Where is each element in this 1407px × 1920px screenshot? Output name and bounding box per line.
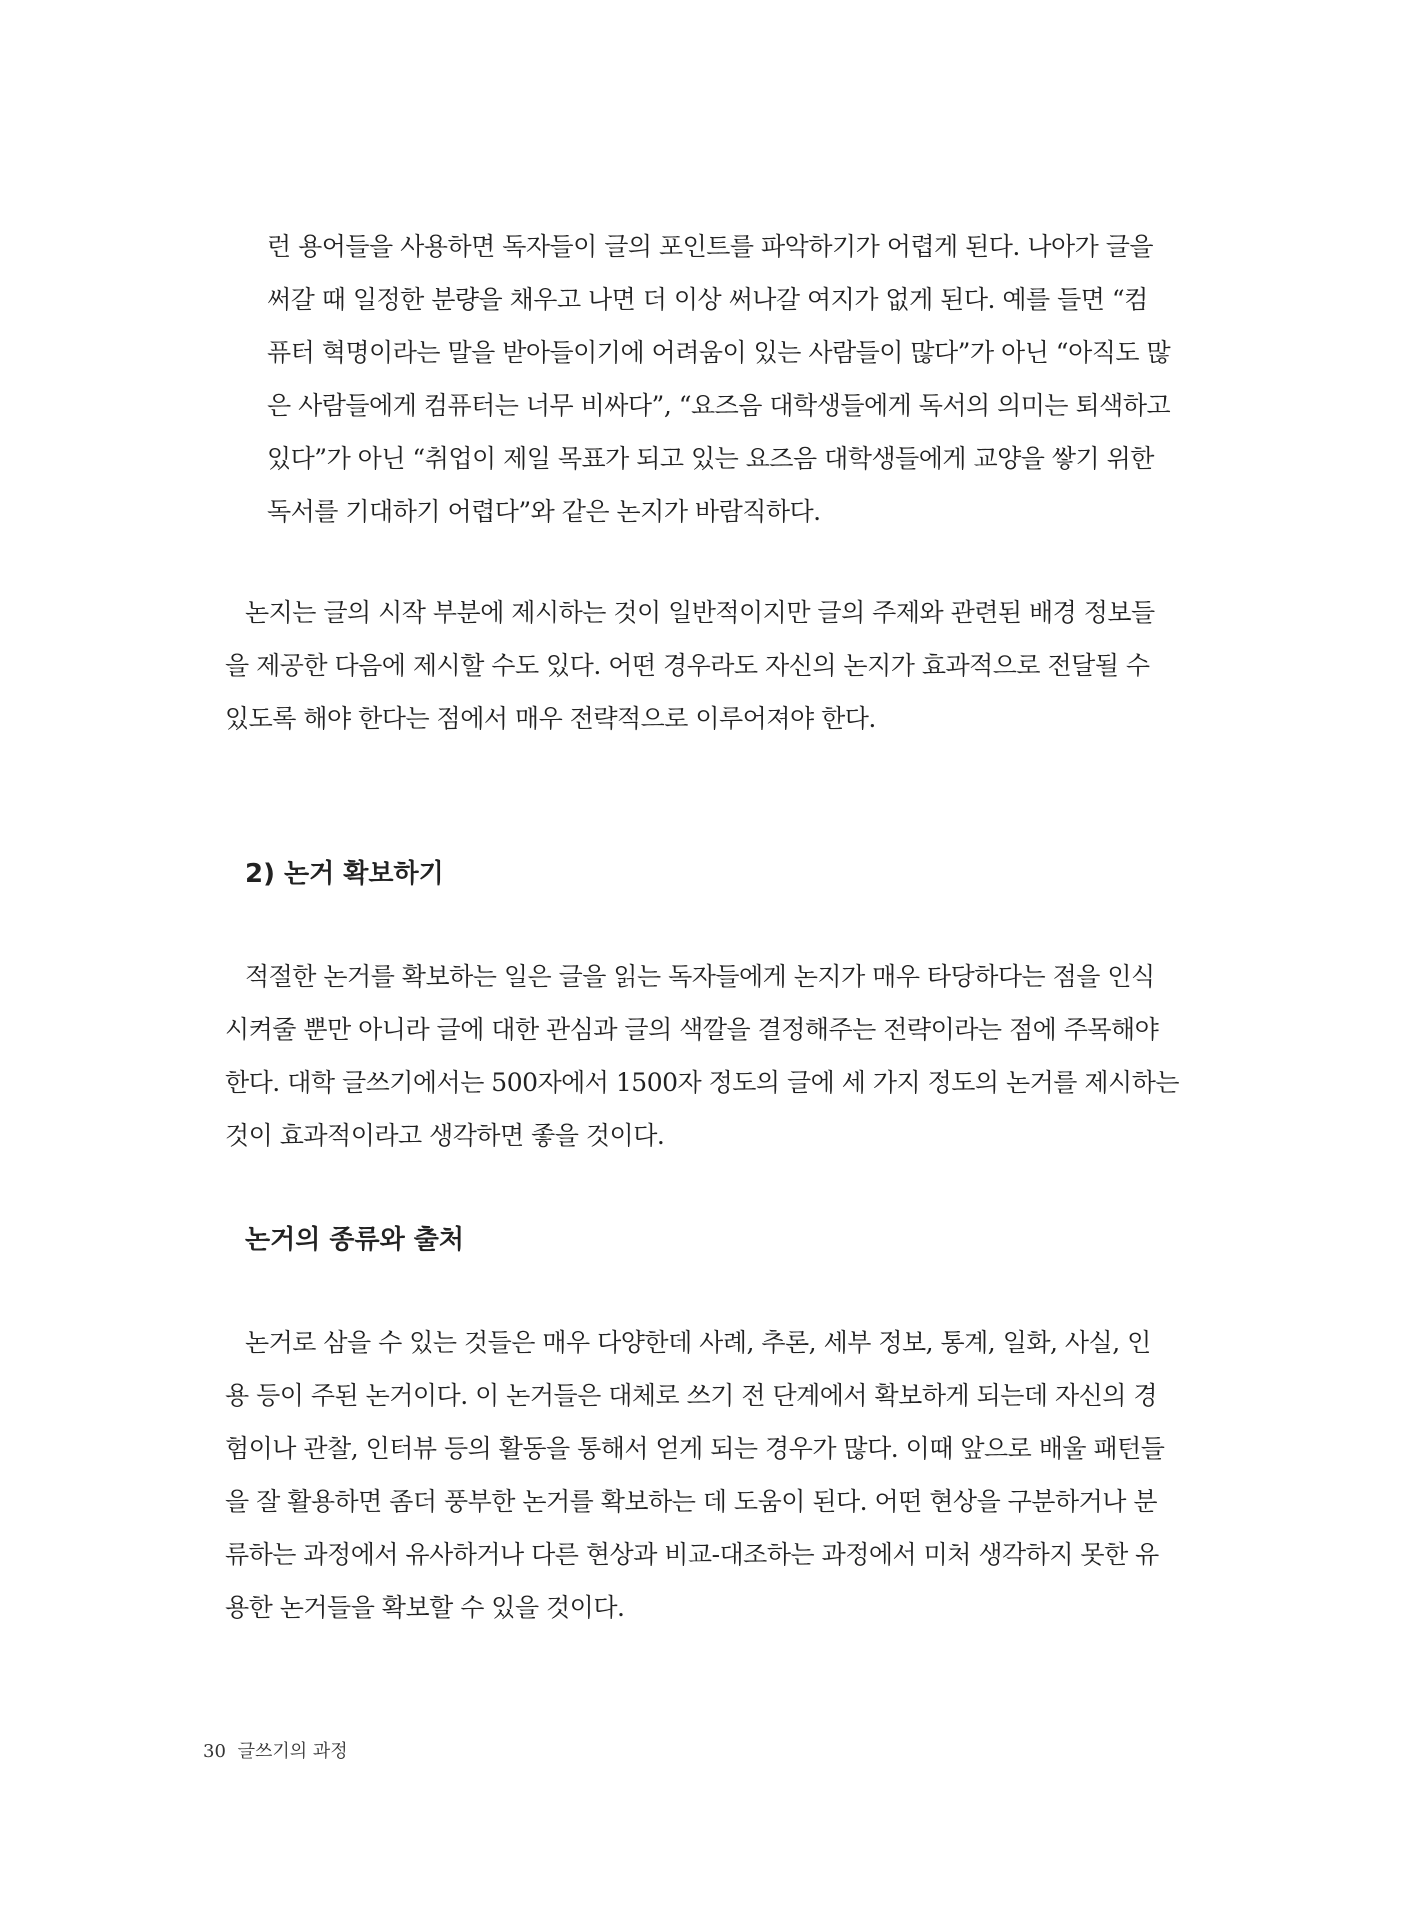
- paragraph-line: 류하는 과정에서 유사하거나 다른 현상과 비교-대조하는 과정에서 미처 생각하지 못한 유: [225, 1540, 1159, 1569]
- page-number: 30: [203, 1741, 226, 1762]
- paragraph-line: 을 제공한 다음에 제시할 수도 있다. 어떤 경우라도 자신의 논지가 효과적으로 전달될 수: [225, 651, 1150, 680]
- subsection-heading: 논거의 종류와 출처: [245, 1225, 465, 1255]
- paragraph-line: 한다. 대학 글쓰기에서는 500자에서 1500자 정도의 글에 세 가지 정도의 논거를 제시하는: [225, 1068, 1180, 1097]
- quote-line: 은 사람들에게 컴퓨터는 너무 비싸다”, “요즈음 대학생들에게 독서의 의미는 퇴색하고: [267, 391, 1171, 420]
- paragraph-line: 용한 논거들을 확보할 수 있을 것이다.: [225, 1593, 625, 1622]
- paragraph-line: 용 등이 주된 논거이다. 이 논거들은 대체로 쓰기 전 단계에서 확보하게 되는데 자신의 경: [225, 1381, 1158, 1410]
- page-footer: [203, 1740, 348, 1764]
- paragraph-line: 시켜줄 뿐만 아니라 글에 대한 관심과 글의 색깔을 결정해주는 전략이라는 점에 주목해야: [225, 1015, 1159, 1044]
- quote-line: 런 용어들을 사용하면 독자들이 글의 포인트를 파악하기가 어렵게 된다. 나아가 글을: [267, 232, 1154, 261]
- paragraph-line: 논거로 삼을 수 있는 것들은 매우 다양한데 사례, 추론, 세부 정보, 통계, 일화, 사실, 인: [245, 1328, 1151, 1357]
- quote-line: 있다”가 아닌 “취업이 제일 목표가 되고 있는 요즈음 대학생들에게 교양을 쌓기 위한: [267, 444, 1154, 473]
- paragraph-line: 것이 효과적이라고 생각하면 좋을 것이다.: [225, 1121, 665, 1150]
- paragraph-line: 논지는 글의 시작 부분에 제시하는 것이 일반적이지만 글의 주제와 관련된 배경 정보들: [245, 598, 1155, 627]
- quote-line: 독서를 기대하기 어렵다”와 같은 논지가 바람직하다.: [267, 497, 821, 526]
- quote-line: 써갈 때 일정한 분량을 채우고 나면 더 이상 써나갈 여지가 없게 된다. 예를 들면 “컴: [267, 285, 1148, 314]
- paragraph-line: 적절한 논거를 확보하는 일은 글을 읽는 독자들에게 논지가 매우 타당하다는 점을 인식: [245, 962, 1155, 991]
- paragraph-line: 을 잘 활용하면 좀더 풍부한 논거를 확보하는 데 도움이 된다. 어떤 현상을 구분하거나 분: [225, 1487, 1158, 1516]
- paragraph-line: 있도록 해야 한다는 점에서 매우 전략적으로 이루어져야 한다.: [225, 704, 876, 733]
- section-heading: 2) 논거 확보하기: [245, 859, 444, 889]
- running-title: 글쓰기의 과정: [237, 1741, 348, 1762]
- paragraph-line: 험이나 관찰, 인터뷰 등의 활동을 통해서 얻게 되는 경우가 많다. 이때 앞으로 배울 패턴들: [225, 1434, 1165, 1463]
- quote-line: 퓨터 혁명이라는 말을 받아들이기에 어려움이 있는 사람들이 많다”가 아닌 “아직도 많: [267, 338, 1171, 367]
